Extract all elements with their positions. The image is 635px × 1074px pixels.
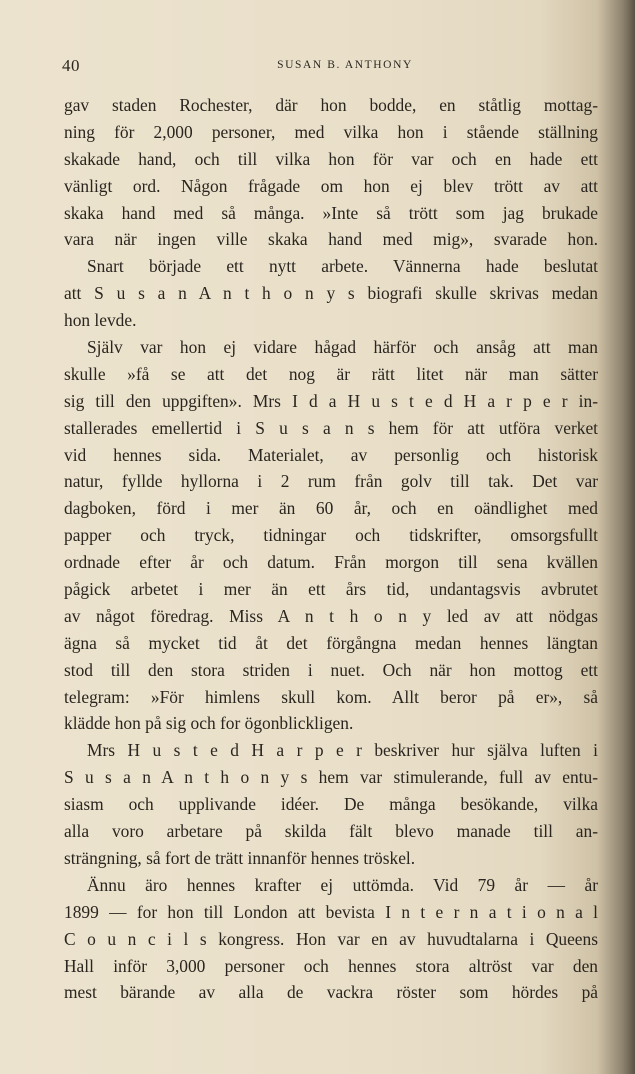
text-line: klädde hon på sig och for ögonblickligen. <box>64 713 354 734</box>
text-line: vänligt ord. Någon frågade om hon ej blev trött av att <box>64 175 598 196</box>
text-line: Hall inför 3,000 personer och hennes stora altröst var den <box>64 955 598 976</box>
text-line: strängning, så fort de trätt innanför hennes tröskel. <box>64 847 416 868</box>
text-line: Själv var hon ej vidare hågad härför och ansåg att man <box>87 337 598 358</box>
text-line: dagboken, förd i mer än 60 år, och en oändlighet med <box>64 498 598 519</box>
text-line: 1899 — for hon till London att bevista I n t e r n a t i o n a l <box>64 901 598 922</box>
text-line: hon levde. <box>64 310 137 331</box>
body-text <box>64 92 598 1006</box>
text-line: siasm och upplivande idéer. De många besökande, vilka <box>64 794 598 815</box>
text-line: C o u n c i l s kongress. Hon var en av huvudtalarna i Queens <box>64 928 598 949</box>
text-line: sig till den uppgiften». Mrs I d a H u s t e d H a r p e r in- <box>64 390 598 411</box>
text-line: av något föredrag. Miss A n t h o n y led av att nödgas <box>64 605 598 626</box>
text-line: vara när ingen ville skaka hand med mig», svarade hon. <box>64 229 598 250</box>
page-header <box>62 56 598 80</box>
text-line: natur, fyllde hyllorna i 2 rum från golv till tak. Det var <box>64 471 598 492</box>
text-line: S u s a n A n t h o n y s hem var stimulerande, full av entu- <box>64 767 598 788</box>
text-line: Mrs H u s t e d H a r p e r beskriver hur själva luften i <box>87 740 598 761</box>
text-line: skulle »få se att det nog är rätt litet när man sätter <box>64 363 598 384</box>
text-line: vid hennes sida. Materialet, av personlig och historisk <box>64 444 598 465</box>
text-line: telegram: »För himlens skull kom. Allt beror på er», så <box>64 686 598 707</box>
text-line: Snart började ett nytt arbete. Vännerna hade beslutat <box>87 256 598 277</box>
text-line: mest bärande av alla de vackra röster som hördes på <box>64 982 598 1003</box>
text-line: ägna så mycket tid åt det förgångna medan hennes längtan <box>64 632 598 653</box>
text-line: gav staden Rochester, där hon bodde, en ståtlig mottag- <box>64 95 598 115</box>
running-head: SUSAN B. ANTHONY <box>277 59 413 71</box>
text-line: stod till den stora striden i nuet. Och när hon mottog ett <box>64 659 598 680</box>
page-number: 40 <box>62 56 80 75</box>
text-line: ordnade efter år och datum. Från morgon till sena kvällen <box>64 552 598 573</box>
text-line: papper och tryck, tidningar och tidskrifter, omsorgsfullt <box>64 525 598 546</box>
text-line: skaka hand med så många. »Inte så trött som jag brukade <box>64 202 598 223</box>
text-line: alla voro arbetare på skilda fält blevo manade till an- <box>64 821 598 842</box>
text-line: Ännu äro hennes krafter ej uttömda. Vid 79 år — år <box>87 874 598 895</box>
text-line: stallerades emellertid i S u s a n s hem för att utföra verket <box>64 417 598 438</box>
text-line: pågick arbetet i mer än ett års tid, undantagsvis avbrutet <box>64 579 598 600</box>
text-line: skakade hand, och till vilka hon för var och en hade ett <box>64 148 598 169</box>
text-line: att S u s a n A n t h o n y s biografi skulle skrivas medan <box>64 283 598 304</box>
text-line: ning för 2,000 personer, med vilka hon i stående ställning <box>64 121 598 142</box>
